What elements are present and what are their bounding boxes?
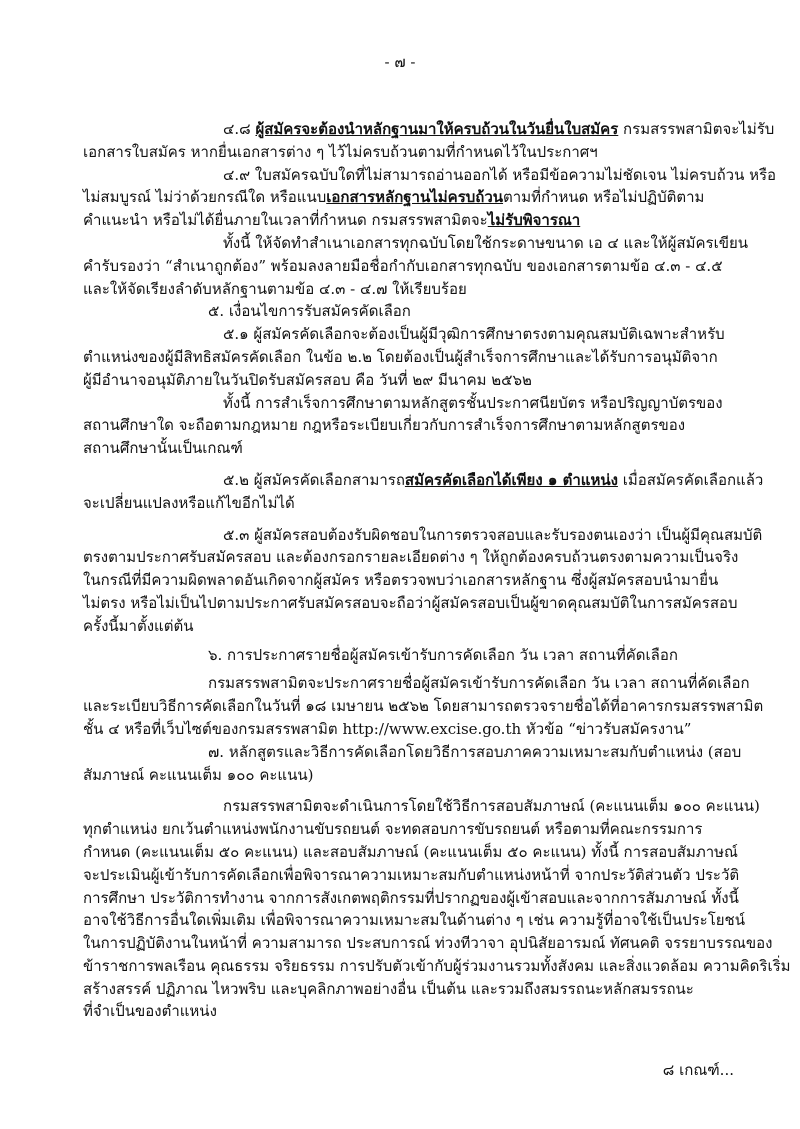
section-7-line: การศึกษา ประวัติการทำงาน จากการสังเกตพฤติกรรมที่ปรากฏของผู้เข้าสอบและจากการสัมภาษณ์ ทั้งนี้ bbox=[83, 888, 739, 907]
clause-4-9-line: ไม่สมบูรณ์ ไม่ว่าด้วยกรณีใด หรือแนบเอกสารหลักฐานไม่ครบถ้วนตามที่กำหนด หรือไม่ปฏิบัติตาม bbox=[83, 188, 705, 207]
clause-4-9-line: ทั้งนี้ ให้จัดทำสำเนาเอกสารทุกฉบับโดยใช้กระดาษขนาด เอ ๔ และให้ผู้สมัครเขียน bbox=[223, 233, 749, 252]
section-6-line: ชั้น ๔ หรือที่เว็บไซต์ของกรมสรรพสามิต http://www.excise.go.th หัวข้อ “ข่าวรับสมัครงาน” bbox=[83, 719, 692, 738]
clause-5-1-line: ผู้มีอำนาจอนุมัติภายในวันปิดรับสมัครสอบ คือ วันที่ ๒๙ มีนาคม ๒๕๖๒ bbox=[83, 370, 532, 389]
clause-5-1-line: สถานศึกษาใด จะถือตามกฎหมาย กฎหรือระเบียบเกี่ยวกับการสำเร็จการศึกษาตามหลักสูตรของ bbox=[83, 416, 686, 435]
clause-4-8-line: ๔.๘ ผู้สมัครจะต้องนำหลักฐานมาให้ครบถ้วนในวันยื่นใบสมัคร กรมสรรพสามิตจะไม่รับ bbox=[223, 120, 775, 138]
clause-5-2-line: ๕.๒ ผู้สมัครคัดเลือกสามารถสมัครคัดเลือกได้เพียง ๑ ตำแหน่ง เมื่อสมัครคัดเลือกแล้ว bbox=[223, 470, 764, 489]
section-7-line: ในการปฏิบัติงานในหน้าที่ ความสามารถ ประสบการณ์ ท่วงทีวาจา อุปนิสัยอารมณ์ ทัศนคติ จรรยาบรรณของ bbox=[83, 934, 773, 953]
section-5-heading: ๕. เงื่อนไขการรับสมัครคัดเลือก bbox=[208, 302, 411, 321]
clause-5-3-line: ในกรณีที่มีความผิดพลาดอันเกิดจากผู้สมัคร หรือตรวจพบว่าเอกสารหลักฐาน ซึ่งผู้สมัครสอบนำมายื่น bbox=[83, 571, 719, 590]
section-7-line: สร้างสรรค์ ปฏิภาณ ไหวพริบ และบุคลิกภาพอย่างอื่น เป็นต้น และรวมถึงสมรรถนะหลักสมรรถนะ bbox=[83, 979, 694, 998]
section-6-line: กรมสรรพสามิตจะประกาศรายชื่อผู้สมัครเข้ารับการคัดเลือก วัน เวลา สถานที่คัดเลือก bbox=[208, 674, 750, 693]
next-page-catchword: ๘ เกณฑ์... bbox=[662, 1061, 734, 1079]
clause-5-1-line: ทั้งนี้ การสำเร็จการศึกษาตามหลักสูตรชั้นประกาศนียบัตร หรือปริญญาบัตรของ bbox=[223, 393, 723, 412]
clause-4-9-line: และให้จัดเรียงลำดับหลักฐานตามข้อ ๔.๓ - ๔.๗ ให้เรียบร้อย bbox=[83, 279, 467, 298]
not-considered-emphasis: ไม่รับพิจารณา bbox=[487, 211, 581, 230]
section-7-line: ทุกตำแหน่ง ยกเว้นตำแหน่งพนักงานขับรถยนต์ จะทดสอบการขับรถยนต์ หรือตามที่คณะกรรมการ bbox=[83, 820, 703, 839]
clause-4-8-line: เอกสารใบสมัคร หากยื่นเอกสารต่าง ๆ ไว้ไม่ครบถ้วนตามที่กำหนดไว้ในประกาศฯ bbox=[83, 142, 598, 161]
clause-5-3-line: ไม่ตรง หรือไม่เป็นไปตามประกาศรับสมัครสอบจะถือว่าผู้สมัครสอบเป็นผู้ขาดคุณสมบัติในการสมัครสอบ bbox=[83, 593, 738, 612]
clause-5-1-line: ตำแหน่งของผู้มีสิทธิสมัครคัดเลือก ในข้อ ๒.๒ โดยต้องเป็นผู้สำเร็จการศึกษาและได้รับการอนุมัติจาก bbox=[83, 347, 718, 366]
document-body bbox=[83, 118, 791, 1023]
clause-5-1-line: ๕.๑ ผู้สมัครคัดเลือกจะต้องเป็นผู้มีวุฒิการศึกษาตรงตามคุณสมบัติเฉพาะสำหรับ bbox=[223, 325, 725, 344]
page-number: - ๗ - bbox=[384, 53, 416, 71]
clause-4-9-line: คำแนะนำ หรือไม่ได้ยื่นภายในเวลาที่กำหนด กรมสรรพสามิตจะไม่รับพิจารณา bbox=[83, 211, 581, 230]
section-7-line: ข้าราชการพลเรือน คุณธรรม จริยธรรม การปรับตัวเข้ากับผู้ร่วมงานรวมทั้งสังคม และสิ่งแวดล้อม ความคิดริเริ่ม bbox=[83, 956, 791, 975]
clause-5-2-line: จะเปลี่ยนแปลงหรือแก้ไขอีกไม่ได้ bbox=[83, 493, 295, 512]
section-7-line: จะประเมินผู้เข้ารับการคัดเลือกเพื่อพิจารณาความเหมาะสมกับตำแหน่งหน้าที่ จากประวัติส่วนตัว ประวัติ bbox=[83, 865, 740, 884]
clause-5-3-line: ตรงตามประกาศรับสมัครสอบ และต้องกรอกรายละเอียดต่าง ๆ ให้ถูกต้องครบถ้วนตรงตามความเป็นจริง bbox=[83, 548, 739, 567]
section-7-line: อาจใช้วิธีการอื่นใดเพิ่มเติม เพื่อพิจารณาความเหมาะสมในด้านต่าง ๆ เช่น ความรู้ที่อาจใช้เป็นประโยชน์ bbox=[83, 911, 745, 930]
clause-5-1-line: สถานศึกษานั้นเป็นเกณฑ์ bbox=[83, 439, 243, 458]
clause-4-9-line: ๔.๙ ใบสมัครฉบับใดที่ไม่สามารถอ่านออกได้ หรือมีข้อความไม่ชัดเจน ไม่ครบถ้วน หรือ bbox=[223, 165, 777, 184]
incomplete-docs-emphasis: เอกสารหลักฐานไม่ครบถ้วน bbox=[326, 188, 504, 207]
section-7-heading: สัมภาษณ์ คะแนนเต็ม ๑๐๐ คะแนน) bbox=[83, 765, 314, 784]
section-6-heading: ๖. การประกาศรายชื่อผู้สมัครเข้ารับการคัดเลือก วัน เวลา สถานที่คัดเลือก bbox=[208, 645, 678, 664]
required-docs-emphasis: ผู้สมัครจะต้องนำหลักฐานมาให้ครบถ้วนในวันยื่นใบสมัคร bbox=[255, 120, 619, 138]
section-6-line: และระเบียบวิธีการคัดเลือกในวันที่ ๑๘ เมษายน ๒๕๖๒ โดยสามารถตรวจรายชื่อได้ที่อาคารกรมสรรพสามิต bbox=[83, 697, 764, 716]
section-7-line: กรมสรรพสามิตจะดำเนินการโดยใช้วิธีการสอบสัมภาษณ์ (คะแนนเต็ม ๑๐๐ คะแนน) bbox=[223, 797, 760, 816]
clause-5-3-line: ครั้งนี้มาตั้งแต่ต้น bbox=[83, 616, 194, 635]
section-7-line: กำหนด (คะแนนเต็ม ๕๐ คะแนน) และสอบสัมภาษณ์ (คะแนนเต็ม ๕๐ คะแนน) ทั้งนี้ การสอบสัมภาษณ์ bbox=[83, 842, 738, 861]
section-7-heading: ๗. หลักสูตรและวิธีการคัดเลือกโดยวิธีการสอบภาคความเหมาะสมกับตำแหน่ง (สอบ bbox=[208, 742, 742, 761]
section-7-line: ที่จำเป็นของตำแหน่ง bbox=[83, 1002, 217, 1021]
clause-5-3-line: ๕.๓ ผู้สมัครสอบต้องรับผิดชอบในการตรวจสอบและรับรองตนเองว่า เป็นผู้มีคุณสมบัติ bbox=[223, 525, 763, 544]
one-position-emphasis: สมัครคัดเลือกได้เพียง ๑ ตำแหน่ง bbox=[404, 470, 618, 489]
clause-4-9-line: คำรับรองว่า “สำเนาถูกต้อง” พร้อมลงลายมือชื่อกำกับเอกสารทุกฉบับ ของเอกสารตามข้อ ๔.๓ - ๔.๕ bbox=[83, 256, 723, 275]
